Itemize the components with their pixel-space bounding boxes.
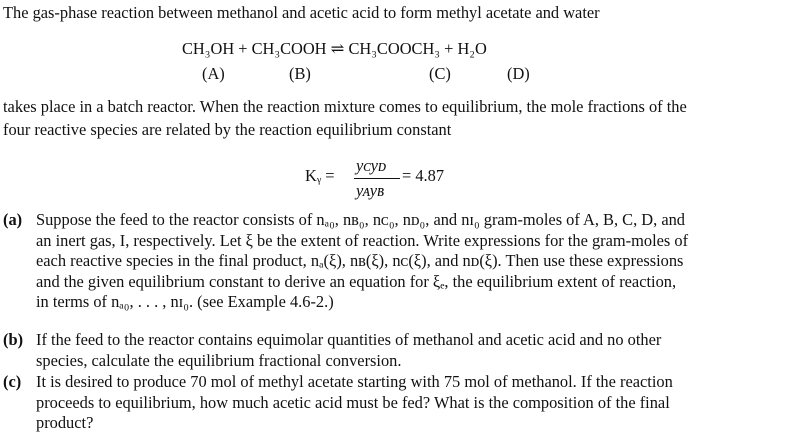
part-line: an inert gas, I, respectively. Let ξ be the extent of reaction. Write expressions for the gram-moles of — [36, 230, 689, 250]
species-label-a: (A) — [202, 64, 225, 83]
fraction-bar — [354, 178, 400, 179]
part-marker: (b) — [3, 330, 24, 349]
paragraph-line-1: takes place in a batch reactor. When the reaction mixture comes to equilibrium, the mole fractions of the — [3, 97, 687, 116]
part-marker: (a) — [3, 210, 23, 229]
equilibrium-value: = 4.87 — [402, 166, 445, 185]
part-line: product? — [36, 413, 94, 432]
part-line: each reactive species in the final product, nₐ(ξ), nʙ(ξ), nᴄ(ξ), and nᴅ(ξ). Then use these expressions — [36, 251, 684, 270]
part-text — [36, 210, 761, 313]
part-line: Suppose the feed to the reactor consists of nₐ₀, nʙ₀, nᴄ₀, nᴅ₀, and nɪ₀ gram-moles of A, B, C, D, and — [36, 210, 685, 229]
species-label-c: (C) — [429, 64, 451, 83]
part-text — [36, 372, 761, 434]
part-line: proceeds to equilibrium, how much acetic acid must be fed? What is the composition of the final — [36, 392, 670, 412]
fraction-denominator: yᴀyʙ — [356, 181, 385, 200]
part-line: If the feed to the reactor contains equimolar quantities of methanol and acetic acid and no other — [36, 330, 662, 349]
part-line: and the given equilibrium constant to derive an equation for ξₑ, the equilibrium extent of reaction, — [36, 271, 677, 291]
part-line: It is desired to produce 70 mol of methyl acetate starting with 75 mol of methanol. If the reaction — [36, 372, 673, 391]
part-text — [36, 330, 761, 371]
equilibrium-lhs: Kᵧ = — [305, 166, 335, 185]
paragraph-line-2: four reactive species are related by the reaction equilibrium constant — [3, 120, 452, 139]
part-line: in terms of nₐ₀, . . . , nɪ₀. (see Example 4.6-2.) — [36, 292, 334, 311]
species-label-b: (B) — [289, 64, 311, 83]
fraction-numerator: yᴄyᴅ — [356, 156, 387, 175]
reaction-equation: CH₃OH + CH₃COOH ⇌ CH₃COOCH₃ + H₂O — [182, 39, 487, 58]
species-label-d: (D) — [507, 64, 530, 83]
intro-text: The gas-phase reaction between methanol and acetic acid to form methyl acetate and water — [3, 3, 600, 22]
part-marker: (c) — [3, 372, 22, 391]
part-line: species, calculate the equilibrium fractional conversion. — [36, 350, 402, 370]
